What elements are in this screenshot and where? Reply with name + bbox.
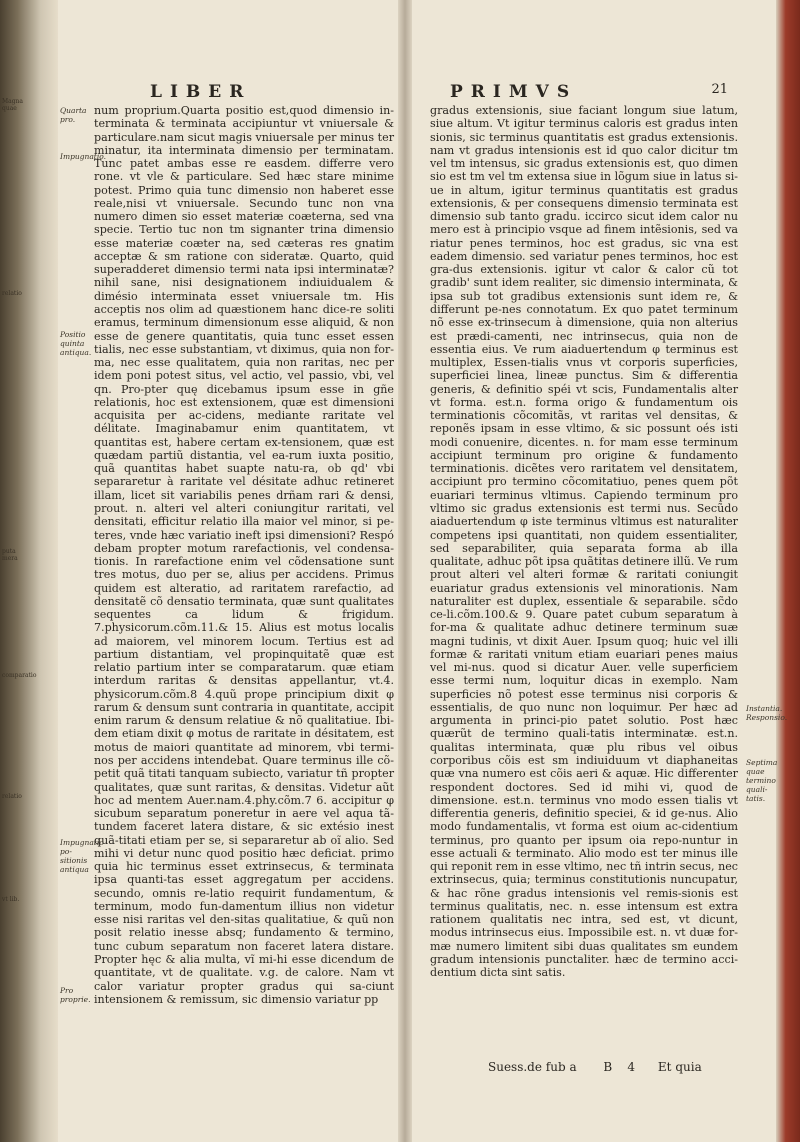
margin-note: Positio quinta antiqua. [60, 330, 92, 357]
margin-note: Impugnatio. [60, 152, 106, 161]
margin-note: Quarta pro. [60, 106, 87, 124]
folio-number: 21 [711, 82, 728, 97]
right-column [430, 104, 738, 980]
margin-note: Instantia. Responsio. [746, 704, 788, 722]
edge-label: comparatio [2, 672, 37, 679]
catchword-line [488, 1060, 788, 1074]
margin-note: Impugnatio po- sitionis antiqua [60, 838, 104, 874]
body-text: num proprium.Quarta positio est,quod dimensio in-terminata & terminata accipiuntur vt vniuersale & particulare.nam sicut magis vniuersale per minus ter minatur, ita interminata dimensio per terminatam. Tunc patet ambas esse re easdem. differre vero rone. vt vle & particulare. Sed hæc stare minime potest. Primo quia tunc dimensio non haberet esse reale,nisi vt vniuersale. Secundo tunc non vna numero dimen sio esset materiæ coæterna, sed vna specie. Tertio tuc non tm signanter trina dimensio esse materiæ coæter na, sed cæteras res gnatim acceptæ & sm ratione con sideratæ. Quarto, quid superadderet dimensio termi nata ipsi interminatæ? nihil sane, nisi designationem indiuidualem & dimésio interminata esset vniuersale tm. His acceptis nos olim ad quæstionem hanc dice-re soliti eramus, terminum dimensionum esse aliquid, & non esse de genere quantitatis, quia tunc esset essen tialis, nec esse substantiam, vt diximus, quia non for-ma, nec esse qualitatem, quia non raritas, nec per idem poni potest situs, vel actio, vel passio, vbi, vel qn. Pro-pter quę dicebamus ipsum esse in gñe relationis, hoc est extensionem, quæ est dimensioni acquisita per ac-cidens, mediante raritate vel délitate. Imaginabamur enim quantitatem, vt quantitas est, habere certam ex-tensionem, quæ est quædam partiũ distantia, vel ea-rum iuxta positio, quã quantitas habet suapte natu-ra, ob qd' vbi separaretur à raritate vel désitate adhuc retineret illam, licet sit variabilis penes drñam rari & densi, prout. n. alteri vel alteri coniungitur raritati, vel densitati, efficitur relatio illa maior vel minor, si pe-teres, vnde hæc variatio ineft ipsi dimensioni? Respó debam propter motum rarefactionis, vel condensa-tionis. In rarefactione enim vel cõdensatione sunt tres motus, duo per se, alius per accidens. Primus quidem est alteratio, ad raritatem rarefactio, ad densitatẽ cõ densatio terminata, quæ sunt qualitates sequentes ca lidum & frigidum. 7.physicorum.cõm.11.& 15. Alius est motus localis ad maiorem, vel minorem locum. Tertius est ad partium distantiam, vel propinquitatẽ quæ est relatio partium inter se comparatarum. quæ etiam interdum raritas & densitas appellantur, vt.4. physicorum.cõm.8 4.quũ prope principium dixit φ rarum & densum sunt contraria in quantitate, accipit enim rarum & densum relatiue & nõ qualitatiue. Ibi-dem etiam dixit φ motus de raritate in désitatem, est motus de maiori quantitate ad minorem, vbi termi-nos per accidens intendebat. Quare terminus ille cõ-petit quã titati tanquam subiecto, variatur tñ propter qualitates, quæ sunt raritas, & densitas. Videtur aũt hoc ad mentem Auer.nam.4.phy.cõm.7 6. accipitur φ sicubum separatum poneretur in aere vel aqua tã-tundem faceret latera distare, & sic extésio inest quã-titati etiam per se, si separaretur ab oĩ alio. Sed mihi vi detur nunc quod positio hæc deficiat. primo quia hic terminus esset extrinsecus, & terminata ipsa quanti-tas esset aggregatum per accidens. secundo, omnis re-latio requirit fundamentum, & terminum, modo fun-damentum illius non videtur esse nisi raritas vel den-sitas qualitatiue, & quũ non posit relatio inesse absq; fundamento & termino, tunc cubum separatum non faceret latera distare. Propter hęc & alia multa, vĩ mi-hi esse dicendum de quantitate, vt de qualitate. v.g. de calore. Nam vt calor variatur propter gradus qui sa-ciunt intensionem & remissum, sic dimensio variatur pp [94, 104, 394, 1006]
margin-note: Septima quae termino quali- tatis. [746, 758, 778, 803]
signature-mark: B 4 [603, 1060, 636, 1074]
body-text: gradus extensionis, siue faciant longum siue latum, siue altum. Vt igitur terminus caloris est gradus inten sionis, sic terminus quantitatis est gradus extensionis. nam vt gradus intensionis est id quo calor dicitur tm vel tm intensus, sic gradus extensionis est, quo dimen sio est tm vel tm extensa siue in lõgum siue in latus si-ue in altum, igitur terminus quantitatis est gradus extensionis, & per consequens dimensio terminata est dimensio sub tanto gradu. iccirco sicut idem calor nu mero est à principio vsque ad finem intẽsionis, sed va riatur penes terminos, hoc est gradus, sic vna est eadem dimensio. sed variatur penes terminos, hoc est gra-dus extensionis. igitur vt calor & calor cũ tot gradib' sunt idem realiter, sic dimensio interminata, & ipsa sub tot gradibus extensionis sunt idem re, & differunt pe-nes connotatum. Ex quo patet terminum nõ esse ex-trinsecum à dimensione, quia non alterius est prædi-camenti, nec intrinsecus, quia non de essentia eius. Ve rum aiaduertendum φ terminus est multiplex, Essen-tialis vnus vt corporis superficies, superficiei linea, lineæ punctus. Sim & differentia generis, & definitio spéi vt scis, Fundamentalis alter vt forma. est.n. forma origo & fundamentum ois terminationis cõcomitãs, vt raritas vel densitas, & reponẽs ipsam in esse vltimo, & sic possunt oés isti modi conuenire, dicentes. n. for mam esse terminum accipiunt terminum pro origine & fundamento terminationis. dicẽtes vero raritatem vel densitatem, accipiunt pro termino cõcomitatiuo, penes quem põt euariari terminus vltimus. Capiendo terminum pro vltimo sic gradus extensionis est termi nus. Secũdo aiaduertendum φ iste terminus vltimus est naturaliter competens ipsi quantitati, non quidem essentialiter, sed separabiliter, quia separata forma ab illa qualitate, adhuc põt ipsa quãtitas detinere illũ. Ve rum prout alteri vel alteri formæ & raritati coniungit euariatur gradus extensionis vel minorationis. Nam naturaliter est duplex, essentiale & separabile. sc̃do ce-li.cõm.100.& 9. Quare patet cubum separatum à for-ma & qualitate adhuc detinere terminum suæ magni tudinis, vt dixit Auer. Ipsum quoq; huic vel illi formæ & raritati vnitum etiam euariari penes maius vel mi-nus. quod si dicatur Auer. velle superficiem esse termi num, loquitur dicas in exemplo. Nam superficies nõ potest esse terminus nisi corporis & essentialis, de quo nunc non loquimur. Per hæc ad argumenta in princi-pio patet solutio. Post hæc quærũt de termino quali-tatis interminatæ. est.n. qualitas interminata, quæ plu ribus vel oibus corporibus cõis est sm indiuiduum vt diaphaneitas quæ vna numero est cõis aeri & aquæ. Hic differenter respondent doctores. Sed id mihi vi, quod de dimensione. est.n. terminus vno modo essen tialis vt differentia generis, definitio speciei, & id ge-nus. Alio modo fundamentalis, vt forma est oium ac-cidentium terminus, pro quanto per ipsum oia repo-nuntur in esse actuali & terminato. Alio modo est ter minus ille qui reponit rem in esse vltimo, nec tñ intrin secus, nec extrinsecus, quia; terminus constitutionis nuncupatur, & hac rõne gradus intensionis vel remis-sionis est terminus qualitatis, nec. n. esse intensum est extra rationem qualitatis nec intra, sed est, vt dicunt, modus intrinsecus eius. Impossibile est. n. vt duæ for-mæ numero limitent sibi duas qualitates sm eundem gradum intensionis punctaliter. hæc de termino acci-dentium dicta sint satis. [430, 104, 738, 980]
adjacent-page-edge [0, 0, 58, 1142]
catchword-next: Et quia [657, 1060, 702, 1074]
right-running-head: PRIMVS [450, 82, 578, 102]
left-column [94, 104, 394, 1006]
left-running-head: LIBER [150, 82, 252, 102]
edge-label: Magna quae [2, 98, 24, 112]
catchword: Suess.de fub a [488, 1060, 577, 1074]
edge-label: relatio [2, 290, 22, 297]
margin-note: Pro proprie. [60, 986, 91, 1004]
edge-label: relatio [2, 793, 22, 800]
book-gutter [398, 0, 412, 1142]
edge-label: vt lib. [2, 896, 20, 903]
edge-label: puta mera [2, 548, 18, 562]
page-edge-right [776, 0, 800, 1142]
